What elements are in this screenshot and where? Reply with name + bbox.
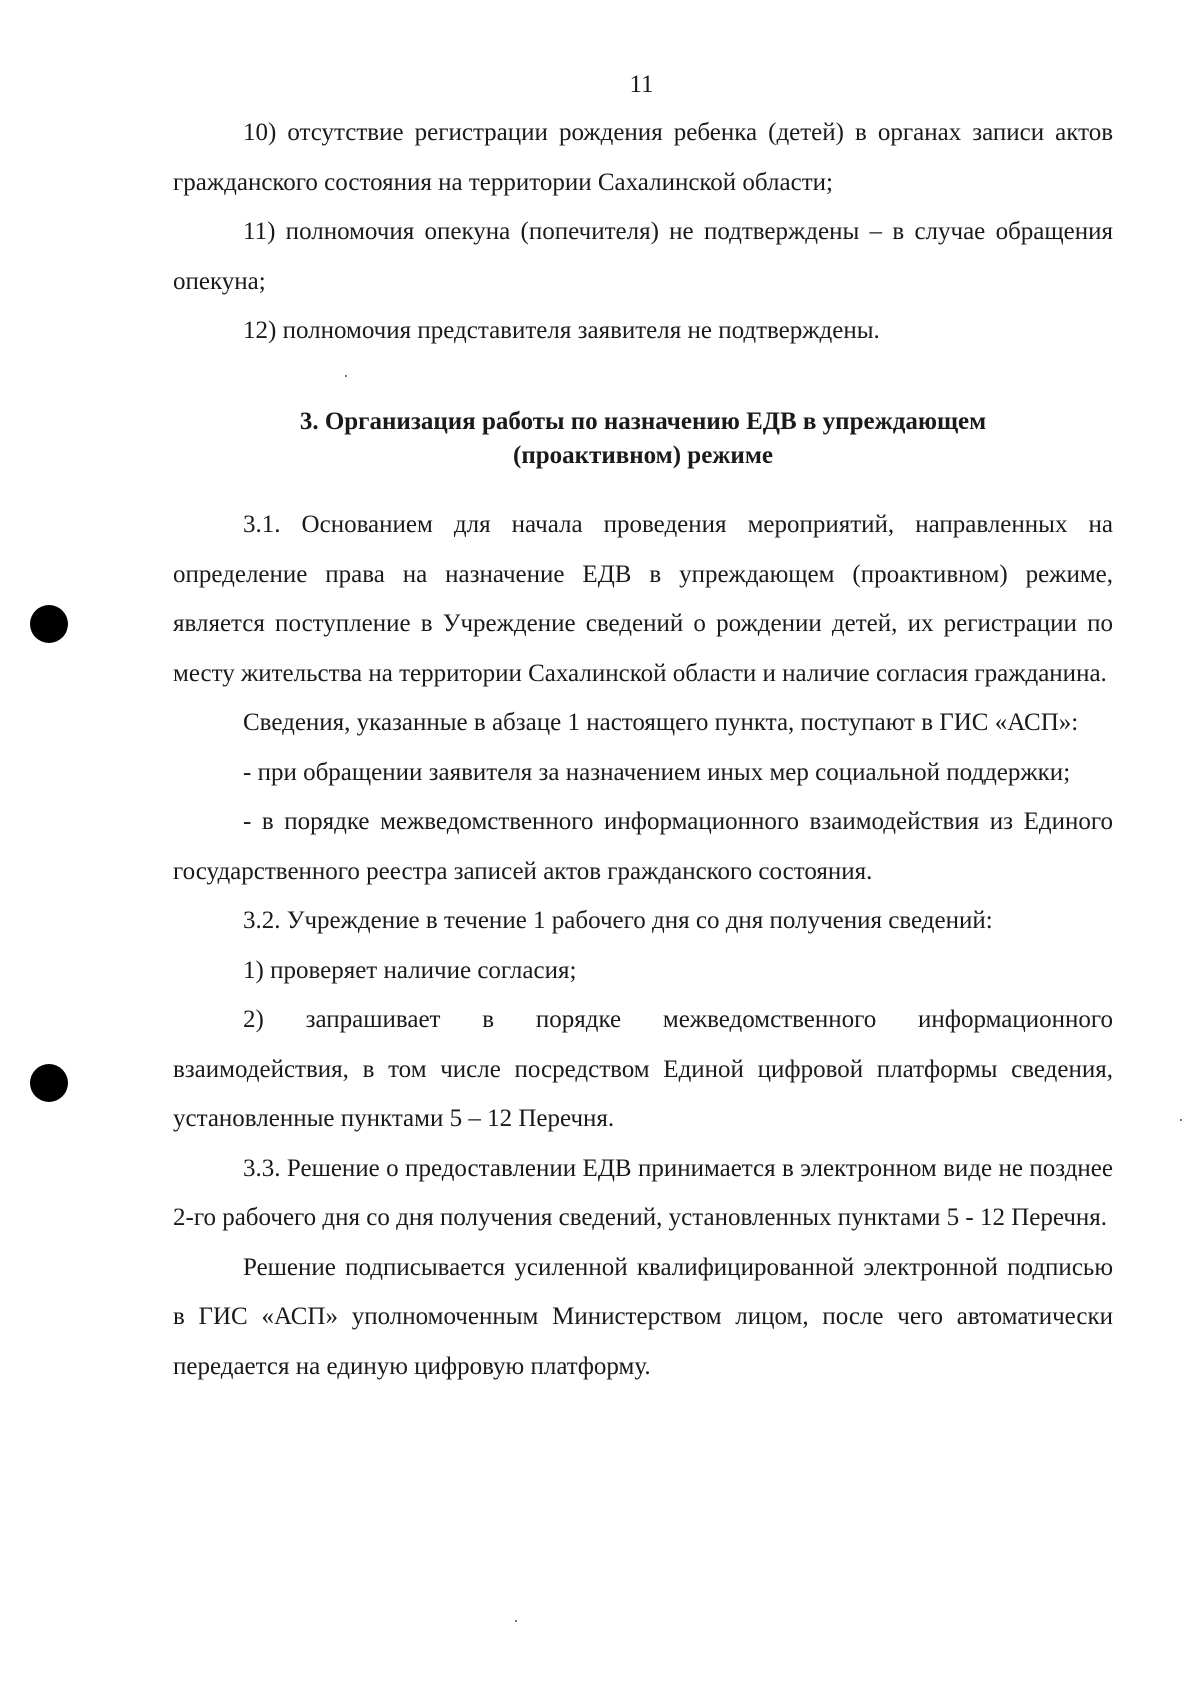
paragraph-signature: Решение подписывается усиленной квалифицированной электронной подписью в ГИС «АСП» уполномоченным Министерством лицом, после чего автоматически передается на единую цифровую платформу. (173, 1253, 1113, 1380)
list-item-11: 11) полномочия опекуна (попечителя) не подтверждены – в случае обращения опекуна; (173, 218, 1113, 295)
paragraph-3-3: 3.3. Решение о предоставлении ЕДВ принимается в электронном виде не позднее 2-го рабочего дня со дня получения сведений, установленных пунктами 5 - 12 Перечня. (173, 1154, 1113, 1231)
section-heading-line-1: 3. Организация работы по назначению ЕДВ в упреждающем (299, 408, 987, 435)
scan-speck (515, 1620, 517, 1622)
section-body (173, 500, 1113, 1391)
list-continuation (173, 108, 1113, 356)
paragraph-3-2: 3.2. Учреждение в течение 1 рабочего дня со дня получения сведений: (243, 907, 993, 934)
paragraph-source-applicant: - при обращении заявителя за назначением иных мер социальной поддержки; (243, 758, 1071, 786)
section-heading-line-2: (проактивном) режиме (513, 442, 773, 469)
paragraph-sources: Сведения, указанные в абзаце 1 настоящего пункта, поступают в ГИС «АСП»: (243, 709, 1079, 736)
scan-speck (1180, 1119, 1182, 1121)
section-heading (173, 405, 1113, 473)
scan-speck (345, 375, 347, 377)
punch-hole-mark (30, 1064, 68, 1102)
list-item-12: 12) полномочия представителя заявителя не подтверждены. (243, 317, 880, 344)
paragraph-3-2-item-1: 1) проверяет наличие согласия; (243, 956, 577, 984)
list-item-10: 10) отсутствие регистрации рождения ребенка (детей) в органах записи актов гражданского состояния на территории Сахалинской области; (173, 119, 1113, 196)
paragraph-3-2-item-2: 2) запрашивает в порядке межведомственного информационного взаимодействия, в том числе посредством Единой цифровой платформы сведения, установленные пунктами 5 – 12 Перечня. (173, 1006, 1113, 1132)
paragraph-source-registry: - в порядке межведомственного информационного взаимодействия из Единого государственного реестра записей актов гражданского состояния. (173, 808, 1113, 885)
page-number: 11 (629, 71, 654, 98)
paragraph-3-1: 3.1. Основанием для начала проведения мероприятий, направленных на определение права на назначение ЕДВ в упреждающем (проактивном) режиме, является поступление в Учреждение сведений о рождении детей, их регистрации по месту жительства на территории Сахалинской области и наличие согласия гражданина. (173, 511, 1113, 687)
punch-hole-mark (30, 605, 68, 643)
